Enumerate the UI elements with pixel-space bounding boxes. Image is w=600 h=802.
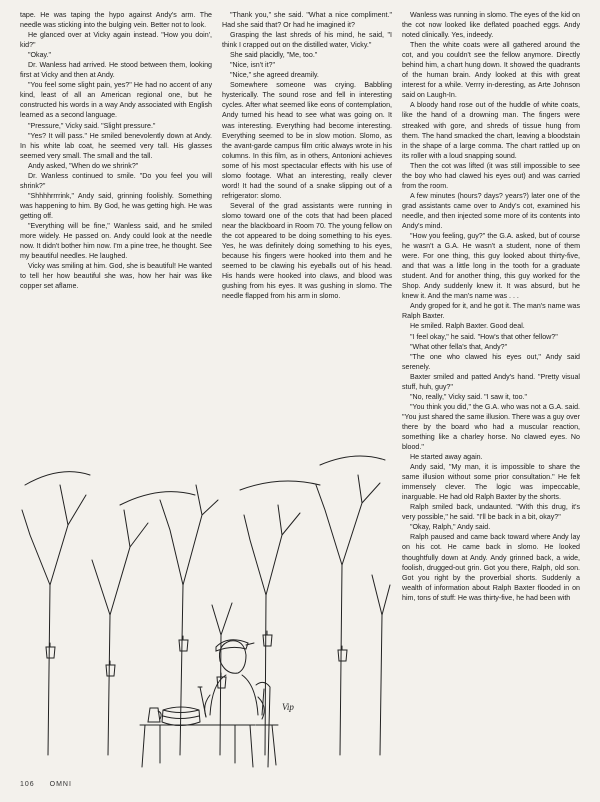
paragraph: Then the white coats were all gathered around the cot, and you couldn't see the fellow anymore. Directly behind him, a chart hung down. It showed the quadrants of the human brain. Andy looked at this with great interest for a while. Verrry in-deresting, as Arte Johnson said on Laugh-In.: [402, 41, 580, 100]
paragraph: "No, really," Vicky said. "I saw it, too.": [410, 392, 528, 401]
tree: [372, 575, 390, 755]
paragraph: A bloody hand rose out of the huddle of white coats, like the hand of a drowning man. The fingers were streaked with gore, and shreds of tissue hung from them. The hand smacked the chart, leaving a bloodstain in the shape of a large comma. The chart rattled up on its roller with a loud snapping sound.: [402, 101, 580, 160]
syrup-pitcher: [148, 708, 161, 722]
sap-bucket: [179, 636, 188, 651]
sap-bucket: [106, 661, 115, 676]
paragraph: "Okay.": [28, 51, 52, 60]
paragraph: "Nice," she agreed dreamily.: [230, 71, 319, 80]
paragraph: Somewhere someone was crying. Babbling hysterically. The sound rose and fell in interesting cycles. After what seemed like eons of contemplation, Andy turned his head to see what was going on. It was interesting. Everything had become interesting. Everything seemed to be in slow motion. Slomo, as the avant-garde campus film critic always wrote in his columns. In this film, as in others, Antonioni achieves some of his most spectacular effects with his use of slomo footage. What an interesting, really clever word! It had the sound of a snake slipping out of a refrigerator: slomo.: [222, 81, 392, 200]
paragraph: "Thank you," she said. "What a nice compliment." Had she said that? Or had he imagined it?: [222, 11, 392, 30]
text-column-1: [20, 10, 212, 291]
tree: [22, 485, 86, 755]
paragraph: "Okay, Ralph," Andy said.: [410, 523, 491, 532]
table: [140, 725, 255, 767]
paragraph: Andy asked, "When do we shrink?": [28, 161, 139, 170]
tree: [244, 505, 300, 755]
tree: [92, 510, 148, 755]
paragraph: Andy groped for it, and he got it. The man's name was Ralph Baxter.: [402, 302, 580, 321]
sap-bucket: [338, 646, 347, 661]
page-number: 106: [20, 781, 35, 788]
publication-name: OMNI: [49, 781, 72, 788]
man-body: [205, 675, 265, 719]
tree: [160, 485, 218, 755]
paragraph: "Everything will be fine," Wanless said, and he smiled more widely. He passed on. Andy could look at the needle now. It didn't bother him now. I'm a pine tree, he thought. See my beautiful needles. He laughed.: [20, 221, 212, 261]
paragraph: "Yes? It will pass." He smiled benevolently down at Andy. In his white lab coat, he seemed very tall. His glasses seemed very small. The small and the tall.: [20, 131, 212, 160]
text-column-3: [402, 10, 580, 782]
paragraph: Andy said, "My man, it is impossible to share the same illusion without some prior consultation." He felt immensely clever. The logic was impeccable, inarguable. He had old Ralph Baxter by the shorts.: [402, 463, 580, 502]
paragraph: Dr. Wanless continued to smile. "Do you feel you will shrink?": [20, 171, 212, 190]
paragraph: He started away again.: [410, 453, 483, 462]
branches: [25, 456, 385, 505]
paragraph: She said placidly, "Me, too.": [230, 51, 318, 60]
paragraph: A few minutes (hours? days? years?) later one of the grad assistants came over to Andy's cot, examined his needle, and then injected some more of its contents into Andy's mind.: [402, 191, 580, 230]
paragraph: He glanced over at Vicky again instead. "How you doin', kid?": [20, 31, 212, 50]
sap-bucket: [46, 643, 55, 658]
paragraph: Several of the grad assistants were running in slomo toward one of the cots that had been placed near the blackboard in Room 70. The young fellow on the cot appeared to be doing something to his eyes. Yes, he was definitely doing something to his eyes, because his fingers were hooked into them and he seemed to be clawing his eyeballs out of his head. His hands were hooked into claws, and blood was gushing from his eyes. It was gushing in slomo. The needle flapped from his arm in slomo.: [222, 201, 392, 301]
tree: [212, 603, 232, 755]
page-footer: [20, 781, 84, 788]
paragraph: "Pressure," Vicky said. "Slight pressure.": [28, 121, 156, 130]
text-column-2: [222, 10, 392, 301]
cartoon-illustration: [20, 285, 392, 770]
man-head: [219, 641, 246, 673]
paragraph: "Nice, isn't it?": [230, 61, 276, 70]
paragraph: "I feel okay," he said. "How's that other fellow?": [410, 332, 558, 341]
paragraph: "Shhhhrrrrink," Andy said, grinning foolishly. Something was happening to him. By God, he was getting high. He was getting off.: [20, 191, 212, 220]
paragraph: Grasping the last shreds of his mind, he said, "I think I crapped out on the distilled water, Vicky.": [222, 31, 392, 50]
paragraph: "You think you did," the G.A. who was not a G.A. said. "You just shared the same illusion. There was a guy over there by the board who had a muscular reaction, something like a charley horse. No clawed eyes. No blood.": [402, 402, 580, 452]
paragraph: Ralph paused and came back toward where Andy lay on his cot. He came back in slomo. He looked thoughtfully down at Andy. Andy grinned back, a wide, foolish, drugged-out grin. Got you there, Ralph, old son. Got you right by the proverbial shorts. Suddenly a wealth of information about Ralph Baxter flooded in on him, tons of stuff: He was thirty-five, he had been with: [402, 533, 580, 602]
cartoon-signature: Vip: [282, 702, 294, 712]
paragraph: He smiled. Ralph Baxter. Good deal.: [410, 322, 525, 331]
paragraph: "What other fella's that, Andy?": [410, 342, 508, 351]
paragraph: "How you feeling, guy?" the G.A. asked, but of course he wasn't a G.A. He wasn't a student, none of them were. For one thing, this guy looked about thirty-five, and that was a little long in the tooth for a graduate student. And for another thing, this guy worked for the Shop. Andy suddenly knew it. It was absurd, but he knew it. And the man's name was . . .: [402, 232, 580, 301]
paragraph: Ralph smiled back, undaunted. "With this drug, it's very possible," he said. "I'll be back in a bit, okay?": [402, 503, 580, 522]
sap-bucket: [263, 631, 272, 646]
paragraph: Dr. Wanless had arrived. He stood between them, looking first at Vicky and then at Andy.: [20, 61, 212, 80]
paragraph: Wanless was running in slomo. The eyes of the kid on the cot now looked like deflated poached eggs. Andy noted clinically. Yes, indeedy.: [402, 11, 580, 40]
paragraph: Vicky was smiling at him. God, she is beautiful! He wanted to tell her how beautiful she was, how her hair was like copper set aflame.: [20, 262, 212, 291]
paragraph: "The one who clawed his eyes out," Andy said serenely.: [402, 352, 580, 371]
man-cap: [216, 640, 254, 651]
paragraph: Baxter smiled and patted Andy's hand. "Pretty visual stuff, huh, guy?": [402, 372, 580, 391]
paragraph: tape. He was taping the hypo against Andy's arm. The needle was sticking into the bulging vein. Better not to look.: [20, 11, 212, 30]
tree: [316, 475, 380, 755]
paragraph: Then the cot was lifted (it was still impossible to see the boy who had clawed his eyes out) and was carried from the room.: [402, 161, 580, 190]
paragraph: "You feel some slight pain, yes?" He had no accent of any kind, least of all an American regional one, but he constructed his words in a way Andy associated with English learned as a second language.: [20, 81, 212, 120]
chair: [256, 682, 278, 767]
